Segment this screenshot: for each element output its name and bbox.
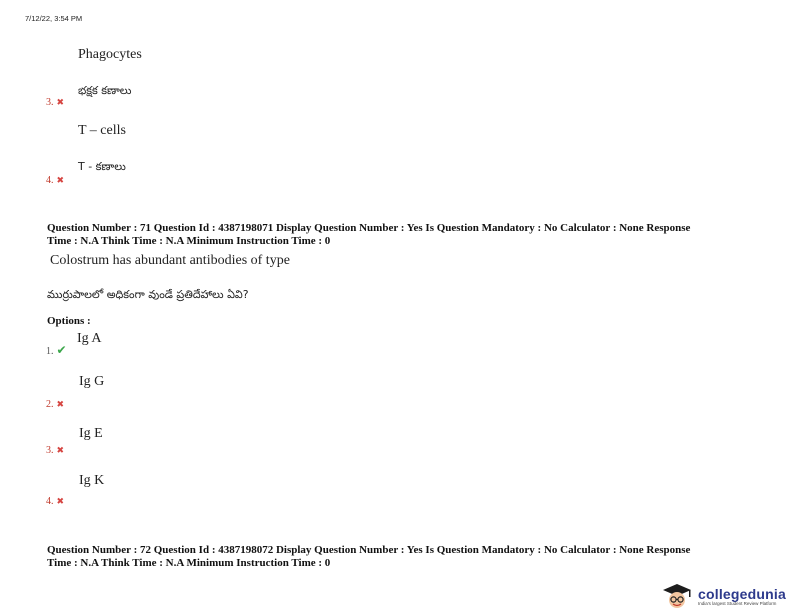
wrong-mark-icon: ✖ [56, 98, 65, 108]
meta-line: Time : N.A Think Time : N.A Minimum Instruction Time : 0 [47, 235, 331, 247]
question-71-meta [47, 222, 767, 248]
prev-option-3-number [46, 92, 64, 110]
option-3-marker [46, 440, 64, 458]
prev-option-4-telugu: T - కణాలు [78, 160, 126, 173]
option-4-text: Ig K [79, 473, 105, 488]
correct-check-icon: ✔ [56, 343, 67, 357]
wrong-mark-icon: ✖ [56, 497, 65, 507]
option-1-marker [46, 341, 67, 359]
prev-option-3-english: Phagocytes [78, 47, 142, 62]
option-number: 3. [46, 97, 54, 108]
option-number: 3. [46, 445, 54, 456]
options-label: Options : [47, 315, 91, 327]
question-72-meta [47, 544, 767, 570]
logo-wordmark: collegedunia [698, 586, 786, 602]
wrong-mark-icon: ✖ [56, 400, 65, 410]
prev-option-4-english: T – cells [78, 123, 126, 138]
wrong-mark-icon: ✖ [56, 446, 65, 456]
option-1-text: Ig A [77, 331, 102, 346]
meta-line: Question Number : 72 Question Id : 4387198072 Display Question Number : Yes Is Question Mandatory : No Calculator : None Response [47, 544, 691, 556]
print-timestamp: 7/12/22, 3:54 PM [25, 14, 83, 23]
meta-line: Question Number : 71 Question Id : 4387198071 Display Question Number : Yes Is Question Mandatory : No Calculator : None Response [47, 222, 691, 234]
option-number: 4. [46, 496, 54, 507]
option-number: 2. [46, 399, 54, 410]
option-2-marker [46, 394, 64, 412]
wrong-mark-icon: ✖ [56, 176, 65, 186]
option-number: 4. [46, 175, 54, 186]
graduate-mascot-icon [660, 583, 694, 609]
meta-line: Time : N.A Think Time : N.A Minimum Instruction Time : 0 [47, 557, 331, 569]
question-71-text-telugu: ముర్రుపాలలో అధికంగా వుండే ప్రతిదేహాలు ఏవి? [47, 288, 249, 301]
prev-option-4-number [46, 170, 64, 188]
option-4-marker [46, 491, 64, 509]
prev-option-3-telugu: భక్షక కణాలు [78, 84, 132, 97]
option-3-text: Ig E [79, 426, 103, 441]
option-2-text: Ig G [79, 374, 105, 389]
collegedunia-logo [660, 583, 786, 609]
question-71-text-english: Colostrum has abundant antibodies of type [50, 253, 290, 268]
option-number: 1. [46, 346, 54, 357]
logo-tagline: India's largest Student Review Platform [698, 601, 777, 606]
